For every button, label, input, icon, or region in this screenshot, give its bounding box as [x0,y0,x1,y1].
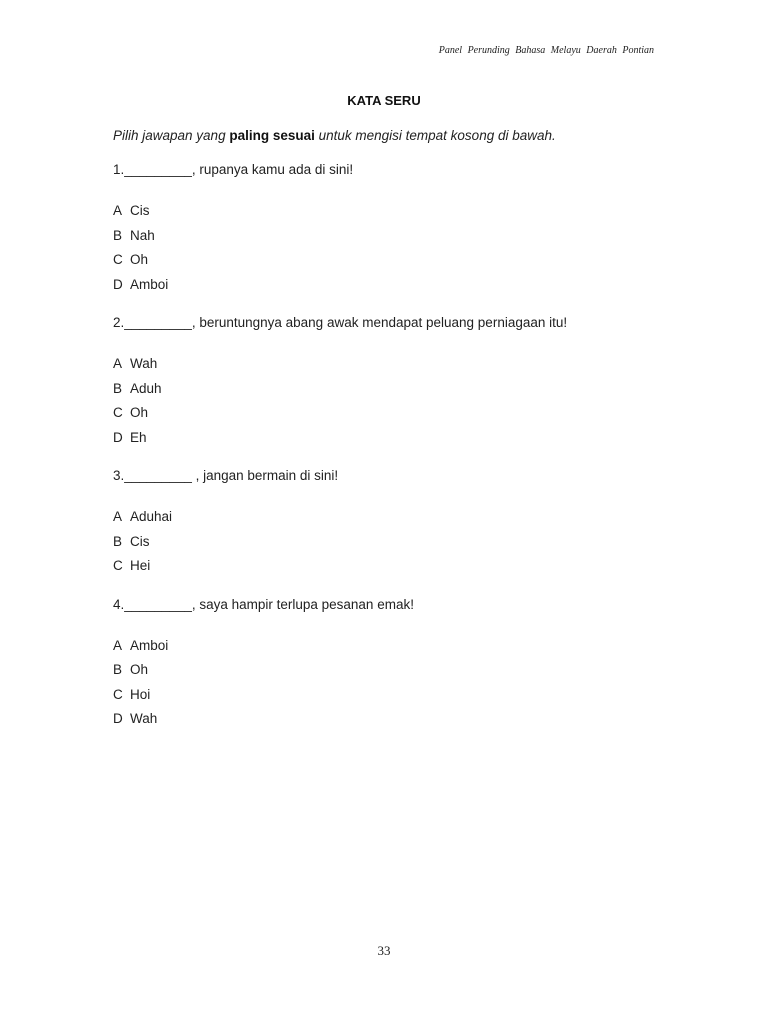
option-c [113,404,673,429]
question-list [113,161,673,749]
question-text: 1._________, rupanya kamu ada di sini! [113,162,354,177]
option-b [113,533,673,558]
option-b [113,661,673,686]
page-header: Panel Perunding Bahasa Melayu Daerah Pontian [438,45,654,56]
option-c [113,686,673,711]
question-text: 4._________, saya hampir terlupa pesanan emak! [113,596,414,612]
question-text: 3._________ , jangan bermain di sini! [113,468,339,483]
option-b [113,227,673,252]
instruction [113,128,556,143]
option-text: Wah [130,356,158,371]
question-3 [113,467,673,582]
option-text: Nah [130,227,155,243]
option-letter: C [113,405,123,420]
option-text: Aduh [130,380,162,396]
option-letter: B [113,380,123,396]
option-a [113,202,673,227]
option-letter: C [113,686,123,702]
option-text: Wah [130,711,158,726]
option-text: Cis [130,533,150,549]
option-text: Aduhai [130,509,173,524]
option-letter: C [113,252,123,267]
option-letter: B [113,662,123,677]
option-c [113,557,673,582]
option-letter: D [113,429,123,445]
question-1 [113,161,673,300]
option-b [113,380,673,405]
option-d [113,429,673,454]
question-text: 2._________, beruntungnya abang awak mendapat peluang perniagaan itu! [113,315,568,330]
option-text: Amboi [130,276,169,292]
option-letter: A [113,637,123,653]
option-letter: A [113,356,123,371]
instruction-text-before: Pilih jawapan yang [113,128,230,143]
instruction-emphasis: paling sesuai [229,128,315,143]
option-letter: B [113,533,123,549]
option-d [113,276,673,301]
page-title: KATA SERU [347,93,421,108]
option-d [113,710,673,735]
option-letter: A [113,203,123,218]
option-text: Cis [130,203,150,218]
question-2 [113,314,673,453]
option-letter: D [113,711,123,726]
option-a [113,355,673,380]
option-text: Hoi [130,686,151,702]
page-number: 33 [377,943,391,958]
option-text: Amboi [130,637,169,653]
option-a [113,508,673,533]
option-letter: B [113,227,123,243]
option-letter: C [113,558,123,573]
question-4 [113,596,673,735]
option-text: Hei [130,558,151,573]
option-c [113,251,673,276]
option-letter: A [113,509,123,524]
option-text: Oh [130,252,149,267]
option-text: Oh [130,405,149,420]
option-text: Eh [130,429,147,445]
option-a [113,637,673,662]
instruction-text-after: untuk mengisi tempat kosong di bawah. [314,128,556,143]
option-text: Oh [130,662,149,677]
option-letter: D [113,276,123,292]
